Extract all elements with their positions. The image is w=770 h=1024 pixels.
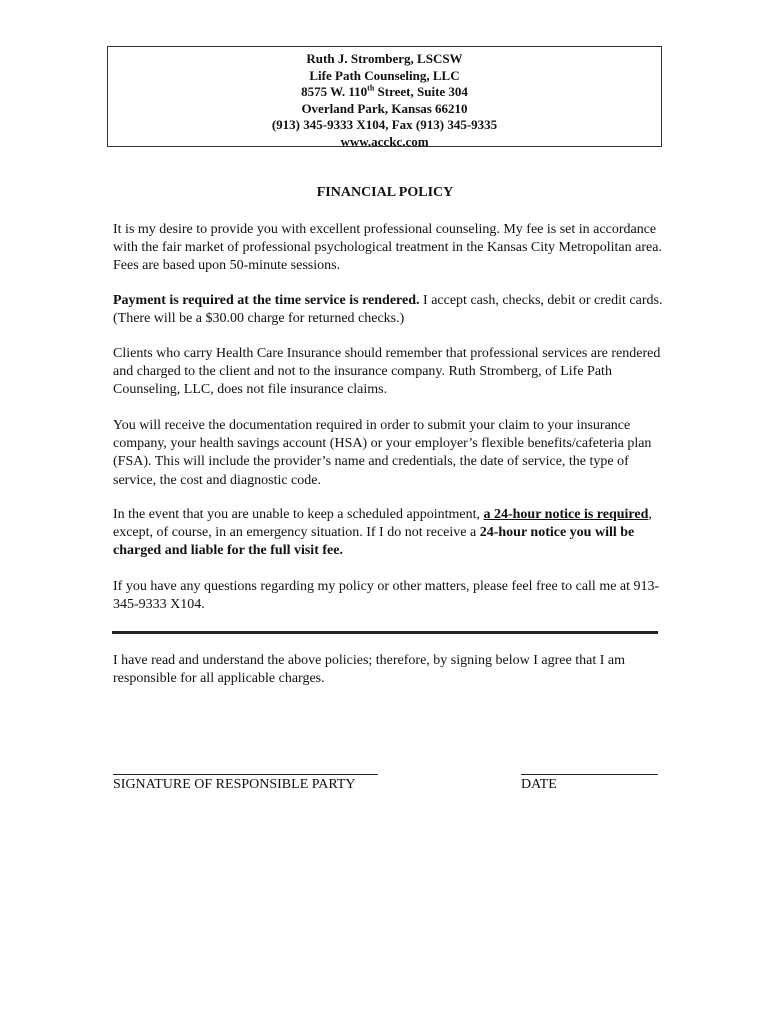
cancellation-middle: , except, of course, in an emergency situation. If I do not receive a [113, 507, 652, 541]
city-state-zip: Overland Park, Kansas 66210 [301, 100, 468, 116]
notice-requirement: a 24-hour notice is required [483, 507, 649, 522]
payment-methods: I accept cash, checks, debit or credit cards. (There will be a $30.00 charge for returned checks.) [113, 293, 663, 327]
address-street: Street, Suite 304 [374, 84, 468, 99]
address-ordinal: th [367, 83, 375, 93]
page-title: FINANCIAL POLICY [316, 185, 454, 200]
signature-line[interactable] [113, 774, 378, 775]
cancellation-intro: In the event that you are unable to keep a scheduled appointment, [113, 507, 484, 522]
payment-requirement: Payment is required at the time service is rendered. [113, 293, 420, 308]
company-name: Life Path Counseling, LLC [309, 67, 460, 83]
questions-paragraph: If you have any questions regarding my policy or other matters, please feel free to call me at 913-345-9333 X104. [113, 579, 660, 613]
date-line[interactable] [521, 774, 658, 775]
payment-paragraph [113, 292, 665, 328]
cancellation-paragraph [113, 506, 665, 561]
acknowledgement-paragraph: I have read and understand the above policies; therefore, by signing below I agree that I am responsible for all applicable charges. [113, 653, 625, 687]
phone-fax: (913) 345-9333 X104, Fax (913) 345-9335 [271, 117, 498, 132]
provider-name: Ruth J. Stromberg, LSCSW [306, 51, 463, 66]
section-divider [112, 631, 658, 634]
address-number: 8575 W. 110 [301, 84, 368, 99]
cancellation-penalty: 24-hour notice you will be charged and liable for the full visit fee. [113, 525, 635, 559]
street-address [108, 84, 661, 101]
letterhead-box [107, 46, 662, 147]
intro-paragraph: It is my desire to provide you with excellent professional counseling. My fee is set in accordance with the fair market of professional psychological treatment in the Kansas City Metropolitan area. Fees are based upon 50-minute sessions. [113, 222, 662, 274]
website: www.acckc.com [340, 133, 429, 149]
documentation-paragraph: You will receive the documentation required in order to submit your claim to your insurance company, your health savings account (HSA) or your employer’s flexible benefits/cafeteria plan (FSA). This will include the provider’s name and credentials, the date of service, the type of service, the cost and diagnostic code. [113, 418, 652, 488]
signature-label: SIGNATURE OF RESPONSIBLE PARTY [113, 777, 356, 792]
date-label: DATE [521, 777, 557, 792]
insurance-paragraph: Clients who carry Health Care Insurance should remember that professional services are rendered and charged to the client and not to the insurance company. Ruth Stromberg, of Life Path Counseling, LLC, does not file insurance claims. [113, 346, 661, 398]
